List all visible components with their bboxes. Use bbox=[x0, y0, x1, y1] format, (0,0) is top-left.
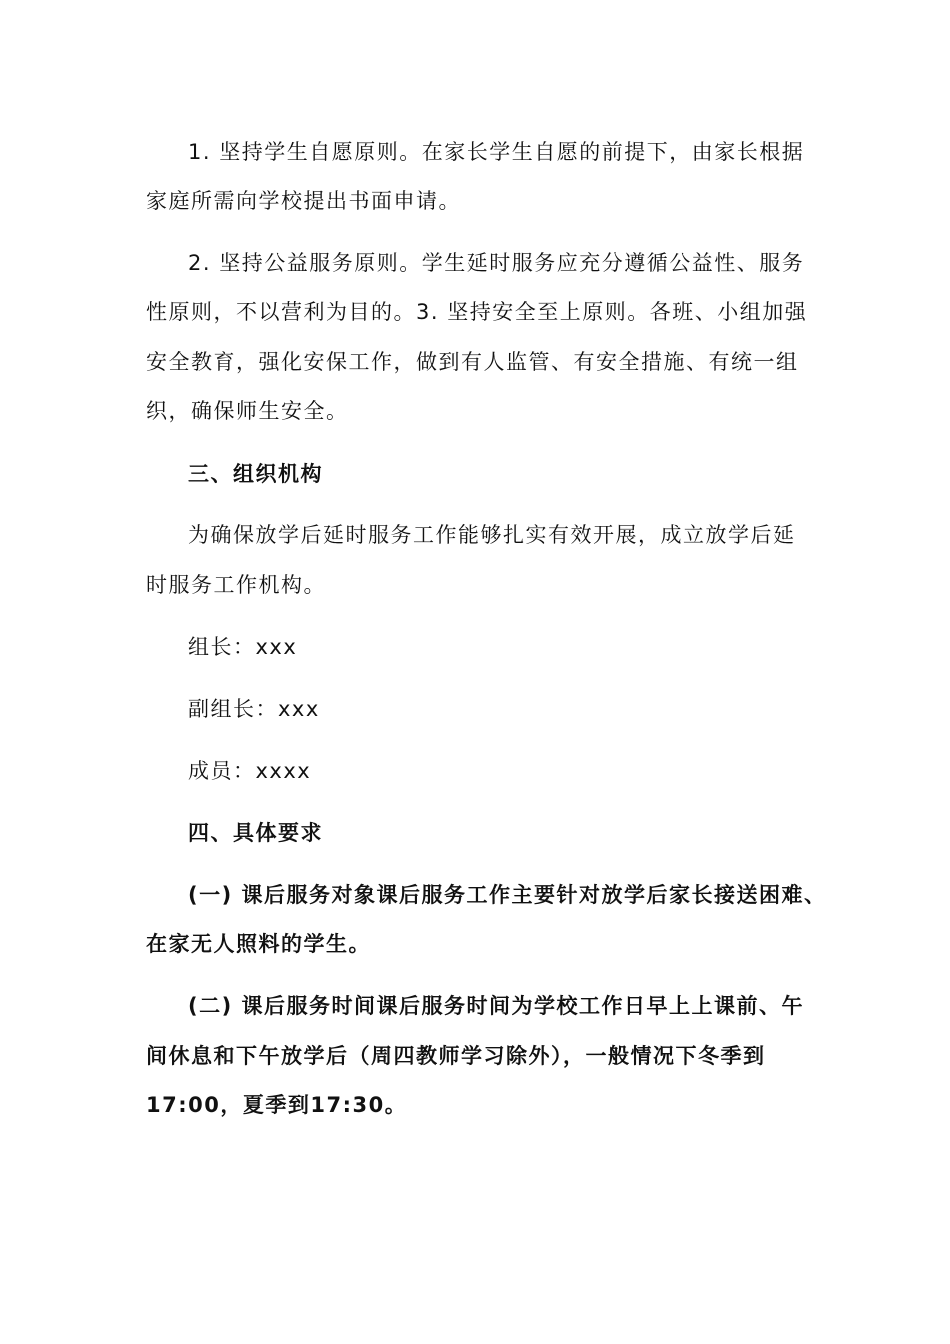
paragraph-service-target-line-1: (一) 课后服务对象课后服务工作主要针对放学后家长接送困难、 bbox=[188, 883, 827, 907]
section-heading-requirements: 四、具体要求 bbox=[188, 821, 323, 845]
paragraph-service-time-line-2: 间休息和下午放学后（周四教师学习除外），一般情况下冬季到 bbox=[146, 1044, 766, 1068]
section-heading-organization: 三、组织机构 bbox=[188, 462, 323, 486]
paragraph-principle-2-line-4: 织，确保师生安全。 bbox=[146, 399, 349, 423]
paragraph-service-time-line-1: (二) 课后服务时间课后服务时间为学校工作日早上上课前、午 bbox=[188, 994, 805, 1018]
paragraph-principle-1-line-2: 家庭所需向学校提出书面申请。 bbox=[146, 189, 461, 213]
paragraph-service-target-line-2: 在家无人照料的学生。 bbox=[146, 932, 371, 956]
paragraph-organization-line-1: 为确保放学后延时服务工作能够扎实有效开展，成立放学后延 bbox=[188, 523, 796, 547]
paragraph-service-time-line-3: 17:00，夏季到17:30。 bbox=[146, 1093, 408, 1117]
paragraph-organization-line-2: 时服务工作机构。 bbox=[146, 573, 326, 597]
members-line: 成员：xxxx bbox=[188, 759, 312, 783]
vice-leader-line: 副组长：xxx bbox=[188, 697, 320, 721]
paragraph-principle-2-line-2: 性原则，不以营利为目的。3. 坚持安全至上原则。各班、小组加强 bbox=[146, 300, 808, 324]
leader-line: 组长：xxx bbox=[188, 635, 298, 659]
paragraph-principle-2-line-1: 2. 坚持公益服务原则。学生延时服务应充分遵循公益性、服务 bbox=[188, 251, 805, 275]
paragraph-principle-2-line-3: 安全教育，强化安保工作，做到有人监管、有安全措施、有统一组 bbox=[146, 350, 799, 374]
paragraph-principle-1-line-1: 1. 坚持学生自愿原则。在家长学生自愿的前提下，由家长根据 bbox=[188, 140, 805, 164]
